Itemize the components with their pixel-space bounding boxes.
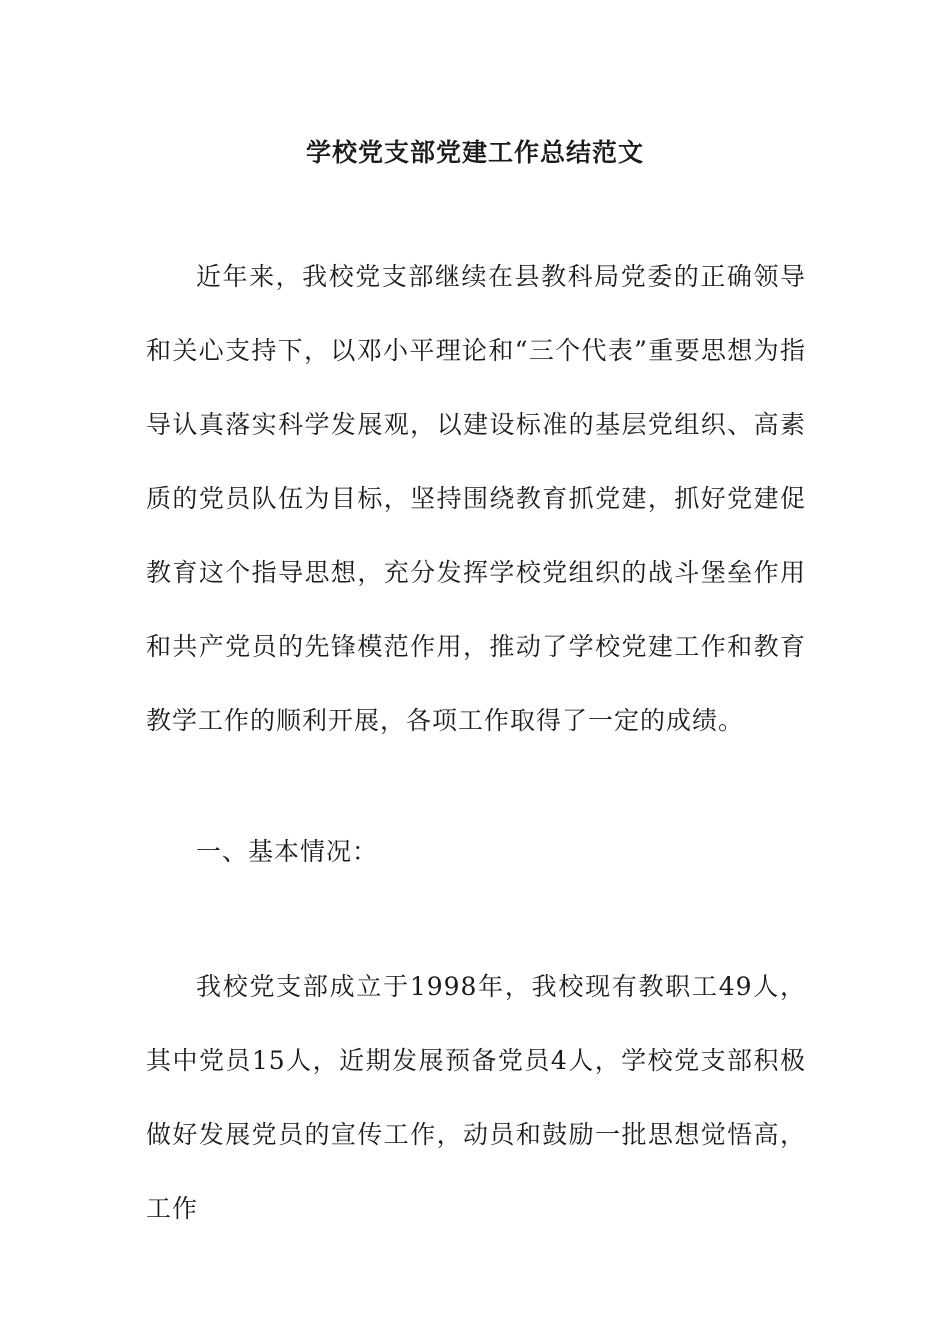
section-heading: 一、基本情况： bbox=[196, 837, 379, 866]
intro-paragraph: 近年来，我校党支部继续在县教科局党委的正确领导和关心支持下，以邓小平理论和“三个代表”重要思想为指导认真落实科学发展观，以建设标准的基层党组织、高素质的党员队伍为目标，坚持围绕教育抓党建，抓好党建促教育这个指导思想，充分发挥学校党组织的战斗堡垒作用和共产党员的先锋模范作用，推动了学校党建工作和教育教学工作的顺利开展，各项工作取得了一定的成绩。 bbox=[146, 262, 806, 735]
basic-info-paragraph: 我校党支部成立于1998年，我校现有教职工49人，其中党员15人，近期发展预备党员4人，学校党支部积极做好发展党员的宣传工作，动员和鼓励一批思想觉悟高，工作 bbox=[146, 972, 806, 1223]
document-title: 学校党支部党建工作总结范文 bbox=[305, 138, 644, 167]
